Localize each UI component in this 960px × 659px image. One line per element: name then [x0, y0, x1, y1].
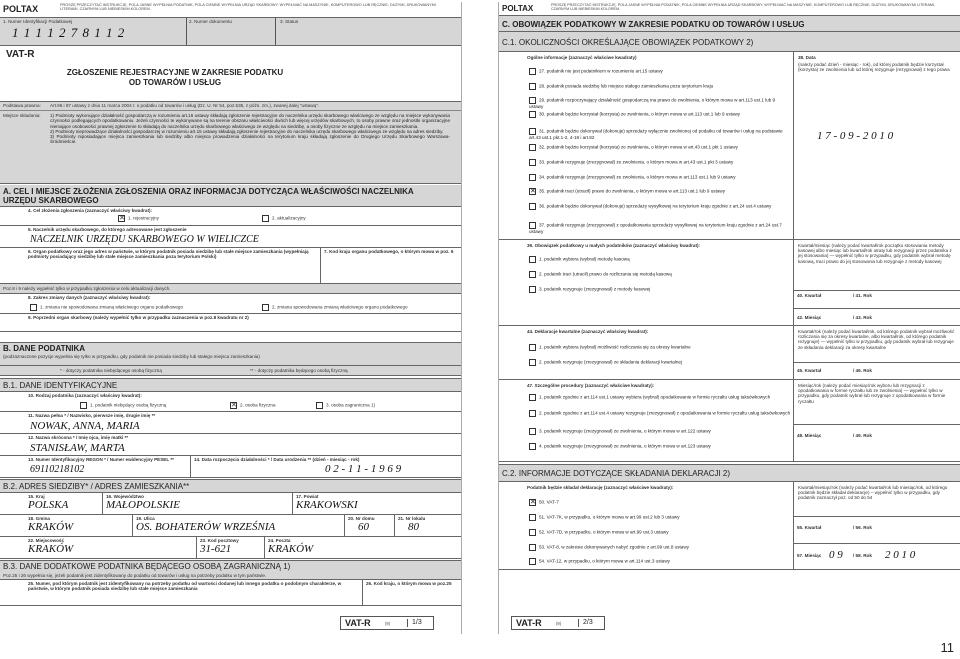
street-label: 19. Ulica [136, 516, 155, 521]
checkbox-icon[interactable] [529, 529, 536, 536]
footer-badge [340, 616, 434, 630]
field-56-label[interactable]: / 56. Rok [853, 525, 872, 530]
field-45-label[interactable]: 45. Kwartał [797, 368, 822, 373]
checkbox-icon[interactable] [316, 402, 323, 409]
house-number-label: 20. Nr domu [348, 516, 375, 521]
nip-value[interactable]: 1 1 1 1 2 7 8 1 1 2 [12, 25, 126, 40]
declaration-item[interactable] [529, 544, 689, 551]
obligation-item-label: 29. podatnik rozpoczynający działalność gospodarczą ma prawo do zwolnienia, o którym mowa w art.113 ust.1 lub 9 ustawy [529, 97, 776, 109]
cash-method-period-desc: Kwartał/miesiąc (należy podać kwartał/rok początku stosowania metody kasowej albo miesiąc lub kwartał/rok utraty lub rezygnacji przez podatnika z jej stosowania) — wypełnić tylko w przypadku, gdy podatnik wybrał metodę kasową, traci prawo do jej stosowania lub rezygnuje z metody kasowej [798, 243, 952, 264]
submit-place-label: Miejsce składania: [3, 113, 41, 118]
footer-form-code: VAT-R [345, 618, 371, 628]
field-26-label: 26. Kod kraju, o którym mowa w poz.25 [366, 581, 452, 586]
nip-label: 1. Numer Identyfikacji Podatkowej [3, 19, 73, 24]
taxpayer-type-foreign[interactable] [316, 402, 375, 409]
field-11-label: 11. Nazwa pełna * / Nazwisko, pierwsze imię, drugie imię ** [28, 413, 156, 418]
footer-page: 1/3 [407, 619, 422, 627]
cash-method-resign-label: 3. podatnik rezygnuje (zrezygnował) z metody kasowej [539, 286, 651, 292]
footer-version: (9) [385, 621, 391, 626]
voivodeship-field[interactable] [106, 494, 180, 512]
checkbox-icon[interactable] [529, 443, 536, 450]
purpose-option-update[interactable] [262, 215, 306, 222]
checkbox-icon[interactable] [80, 402, 87, 409]
section-c1-title: C.1. OKOLICZNOŚCI OKREŚLAJĄCE OBOWIĄZEK PODATKOWY 2) [502, 38, 754, 47]
header-note: PROSZĘ PRZECZYTAĆ INSTRUKCJĘ. POLA JASNE WYPEŁNIA PODATNIK, POLA CIEMNE WYPEŁNIA URZĄD SKARBOWY. WYPEŁNIAĆ NA MASZYNIE, KOMPUTEROWO LUB RĘCZNIE, DUŻYMI, DRUKOWANYMI LITERAMI, CZARNYM LUB NIEBIESKIM KOLOREM. [551, 3, 936, 12]
field-57-value[interactable]: 0 9 [829, 549, 843, 561]
voivodeship-label: 16. Województwo [106, 494, 144, 499]
doc-number-box [186, 18, 276, 46]
change-scope-option-1-label: 1. zmiana nie spowodowana zmianą właściwego organu podatkowego [40, 304, 184, 310]
submit-rule-3: 3) Podmioty niposiadające miejsca zamieszkania lub siedziby albo miejsca prowadzenia działalności na terytorium kraju składają zgłoszenie do Drugiego Urzędu Skarbowego Warszawa-Śródmieście. [50, 134, 450, 145]
submit-rule-1: 1) Podmioty wykonujące działalność gospodarczą w rozumieniu art.15 ustawy składają zgłoszenie rejestracyjne do naczelnika urzędu skarbowego właściwego ze względu na miejsce wykonywania czynności podlegających opodatkowaniu. Jeżeli czynności te wykonywane są na terenie obszaru właściwości dwóch lub więcej urzędów skarbowych, to osoby prawne oraz jednostki organizacyjne niemające osobowości prawnej zgłoszenie to składają do naczelnika urzędu skarbowego właściwego ze względu na siedzibę, a osoby fizyczne ze względu na miejsce zamieszkania. [50, 113, 450, 129]
field-6-label: 6. Organ podatkowy oraz jego adres w państwie, w którym podatnik posiada siedzibę lub stałe miejsce zamieszkania (wypełniają podmioty posiadający siedzibę lub stałe miejsce zamieszkania poza terytorium Polski) [28, 249, 309, 260]
checkbox-checked-icon[interactable] [529, 499, 536, 506]
country-value: POLSKA [28, 499, 69, 512]
field-8-label: 8. Zakres zmiany danych (zaznaczyć właściwy kwadrat): [28, 295, 151, 300]
checkbox-icon[interactable] [262, 304, 269, 311]
form-page-2 [498, 2, 960, 634]
city-label: 22. Miejscowość [28, 538, 65, 543]
field-12-label: 12. Nazwa skrócona * / Imię ojca, imię matki ** [28, 435, 129, 440]
change-scope-option-2-label: 2. zmiana spowodowana zmianą właściwego organu podatkowego [272, 304, 408, 310]
change-scope-option-1[interactable] [30, 304, 183, 311]
checkbox-icon[interactable] [529, 286, 536, 293]
field-58-value[interactable]: 2 0 1 0 [885, 549, 916, 561]
quarterly-resign[interactable] [529, 359, 682, 366]
declaration-item-label: 51. VAT-7K, w przypadku, o którym mowa w art.99 ust.2 lub 3 ustawy [539, 514, 680, 520]
declaration-item-label: 52. VAT-7D, w przypadku, o którym mowa w art.99 ust.3 ustawy [539, 529, 669, 535]
declaration-item[interactable] [529, 529, 669, 536]
checkbox-icon[interactable] [529, 222, 536, 229]
taxpayer-type-foreign-label: 3. osoba zagraniczna 1) [326, 402, 376, 408]
obligation-item-label: 30. podatnik będzie korzystał (korzysta) ze zwolnienia, o którym mowa w art.113 ust.1 lub 9 ustawy [539, 111, 741, 117]
declaration-item[interactable] [529, 499, 559, 506]
obligation-item[interactable] [529, 144, 787, 151]
field-40-label[interactable]: 40. Kwartał [797, 293, 822, 298]
declaration-label: Podatnik będzie składał deklarację (zaznaczyć właściwe kwadraty): [527, 485, 674, 490]
quarterly-choose[interactable] [529, 344, 691, 351]
checkbox-icon[interactable] [529, 97, 536, 104]
form-page-1 [0, 2, 462, 634]
obligation-item[interactable] [529, 159, 787, 166]
declaration-item[interactable] [529, 514, 680, 521]
obligation-item[interactable] [529, 188, 787, 195]
purpose-option-registration-label: 1. rejestracyjny [128, 215, 159, 221]
post-office-label: 24. Poczta [268, 538, 291, 543]
field-48-label[interactable]: 48. Miesiąc [797, 433, 822, 438]
obligation-item-label: 37. podatnik rezygnuje (zrezygnował) z opodatkowania sprzedaży wysyłkowej na terytorium kraju zgodnie z art.24 ust.7 ustawy [529, 222, 782, 234]
form-title: ZGŁOSZENIE REJESTRACYJNE W ZAKRESIE PODATKU OD TOWARÓW I USŁUG [66, 68, 284, 87]
declaration-period-desc: Kwartał/miesiąc/rok (należy podać kwartał/rok lub miesiąc/rok, od którego podatnik będzie składał deklaracje) – wypełnić tylko w przypadku, gdy podatnik zaznaczył poz. od 50 do 54 [798, 485, 948, 501]
postal-code-value: 31-621 [200, 543, 232, 556]
field-13-value[interactable]: 69110218102 [30, 464, 85, 475]
obligation-item-label: 36. podatnik będzie dokonywał (dokonuje) sprzedaży wysyłkowej na terytorium kraju zgodnie z art.24 ust.4 ustawy [539, 203, 772, 209]
street-field[interactable] [136, 516, 275, 534]
field-8-note: Poz.8 i 9 należy wypełnić tylko w przypadku zgłoszenia w celu aktualizacji danych. [3, 286, 171, 291]
field-49-label[interactable]: / 49. Rok [853, 433, 872, 438]
taxpayer-type-person-label: 2. osoba fizyczna [240, 402, 276, 408]
apartment-number-field[interactable] [398, 516, 425, 534]
section-b3-note: Poz.25 i 26 wypełnia się, jeżeli podatnik jest zidentyfikowany do podatku od towarów i usług na potrzeby podatku w tym państwie. [3, 573, 267, 578]
obligation-item-label: 27. podatnik nie jest podatnikiem w rozumieniu art.15 ustawy [539, 68, 663, 74]
section-c2-title: C.2. INFORMACJE DOTYCZĄCE SKŁADANIA DEKLARACJI 2) [502, 469, 731, 478]
checkbox-icon[interactable] [529, 344, 536, 351]
post-office-value: KRAKÓW [268, 543, 314, 556]
street-value: OS. BOHATERÓW WRZEŚNIA [136, 521, 276, 534]
legal-basis-label: Podstawa prawna: [3, 103, 41, 108]
municipality-value: KRAKÓW [28, 521, 74, 534]
checkbox-icon[interactable] [30, 304, 37, 311]
field-46-label[interactable]: / 46. Rok [853, 368, 872, 373]
checkbox-icon[interactable] [529, 271, 536, 278]
taxi-lump-sum-resign-label: 2. podatnik zgodnie z art.114 ust.4 ustawy rezygnuje (zrezygnował) z opodatkowania w formie ryczałtu usług taksówkowych [539, 410, 791, 416]
postal-code-label: 23. Kod pocztowy [200, 538, 239, 543]
exemption-122-resign[interactable] [529, 428, 711, 435]
checkbox-icon[interactable] [529, 544, 536, 551]
cash-method-lose-label: 2. podatnik traci (utracił) prawo do rozliczania się metodą kasową [539, 271, 672, 277]
postal-code-field[interactable] [200, 538, 239, 556]
quarterly-resign-label: 2. podatnik rezygnuje (zrezygnował) ze składania deklaracji kwartalnej [539, 359, 682, 365]
county-value: KRAKOWSKI [296, 499, 358, 512]
section-b-title: B. DANE PODATNIKA [3, 344, 86, 353]
obligation-item-label: 34. podatnik rezygnuje (zrezygnował) ze zwolnienia, o którym mowa w art.113 ust.1 lub 9 ustawy [539, 174, 736, 180]
section-b-note: (podzaznaczone pozycje wypełnia się tylko w przypadku, gdy podatnik nie posiada siedziby lub stałego miejsca zamieszkania) [3, 354, 260, 359]
field-55-label[interactable]: 55. Kwartał [797, 525, 822, 530]
exemption-122-resign-label: 3. podatnik rezygnuje (zrezygnował) ze zwolnienia, o którym mowa w art.122 ustawy [539, 428, 711, 434]
field-47-label: 47. Szczególne procedury (zaznaczyć właściwe kwadraty): [527, 383, 655, 388]
checkbox-icon[interactable] [529, 68, 536, 75]
cash-method-resign[interactable] [529, 286, 650, 293]
declaration-item-label: 53. VAT-8, w zakresie dokonywanych nabyć zgodnie z art.99 ust.8 ustawy [539, 544, 689, 550]
section-b2-title: B.2. ADRES SIEDZIBY* / ADRES ZAMIESZKANIA** [3, 482, 190, 491]
checkbox-icon[interactable] [529, 428, 536, 435]
obligation-item[interactable] [529, 97, 787, 109]
cash-method-choose-label: 1. podatnik wybiera (wybrał) metodę kasową [539, 256, 630, 262]
apartment-number-value: 80 [408, 521, 419, 534]
field-38-desc: (należy podać dzień - miesiąc - rok), od której podatnik będzie korzystał (korzysta) ze zwolnienia lub od której rezygnuje (rezygnował) z tego prawa [798, 62, 950, 73]
field-14-value[interactable]: 0 2 - 1 1 - 1 9 6 9 [325, 463, 402, 475]
footer-form-code: VAT-R [516, 618, 542, 628]
checkbox-icon[interactable] [529, 203, 536, 210]
submit-rule-2: 2) Podmioty nieprowadzące działalności gospodarczej w rozumieniu art.15 ustawy składają zgłoszenie rejestracyjne do naczelnika urzędu skarbowego właściwego ze względu na adres siedziby. [50, 128, 444, 134]
checkbox-icon[interactable] [529, 394, 536, 401]
field-9-label: 9. Poprzedni organ skarbowy (należy wypełnić tylko w przypadku zaznaczenia w poz.8 kwadratu nr 2) [28, 315, 249, 320]
declaration-item-label: 50. VAT-7 [539, 499, 559, 505]
municipality-label: 18. Gmina [28, 516, 50, 521]
obligation-item-label: 28. podatnik posiada siedzibę lub miejsce stałego zamieszkania poza terytorium kraju [539, 83, 714, 89]
obligation-item[interactable] [529, 203, 787, 210]
taxpayer-type-legal[interactable] [80, 402, 166, 409]
status-label: 3. Status [280, 19, 299, 24]
general-info-block [499, 52, 960, 240]
city-field[interactable] [28, 538, 73, 556]
obligation-item-label: 35. podatnik traci (utracił) prawo do zwolnienia, o którym mowa w art.113 ust.1 lub 9 ustawy [539, 188, 726, 194]
checkbox-icon[interactable] [529, 174, 536, 181]
field-10-label: 10. Rodzaj podatnika (zaznaczyć właściwy kwadrat): [28, 393, 142, 398]
apartment-number-label: 21. Nr lokalu [398, 516, 426, 521]
field-5-label: 5. Naczelnik urzędu skarbowego, do którego adresowane jest zgłoszenie [28, 227, 187, 232]
field-57-label: 57. Miesiąc [797, 553, 822, 558]
field-14-label: 14. Data rozpoczęcia działalności * / Data urodzenia ** (dzień - miesiąc - rok) [194, 457, 360, 462]
declaration-item[interactable] [529, 558, 670, 565]
section-c-title: C. OBOWIĄZEK PODATKOWY W ZAKRESIE PODATKU OD TOWARÓW I USŁUG [502, 20, 805, 29]
checkbox-icon[interactable] [529, 144, 536, 151]
checkbox-icon[interactable] [529, 558, 536, 565]
field-13-label: 13. Numer Identyfikacyjny REGON * / Numer ewidencyjny PESEL ** [28, 457, 174, 462]
cash-method-choose[interactable] [529, 256, 630, 263]
obligation-item-label: 33. podatnik rezygnuje (zrezygnował) ze zwolnienia, o którym mowa w art.43 ust.1 pkt 3 ustawy [539, 159, 734, 165]
checkbox-icon[interactable] [529, 83, 536, 90]
checkbox-icon[interactable] [529, 514, 536, 521]
doc-number-label: 2. Numer dokumentu [189, 19, 232, 24]
cash-method-lose[interactable] [529, 271, 672, 278]
poltax-logo: POLTAX [502, 4, 534, 13]
section-b-note-legal: * - dotyczy podatnika niebędącego osobą fizyczną [60, 368, 162, 373]
city-value: KRAKÓW [28, 543, 74, 556]
field-42-label[interactable]: 42. Miesiąc [797, 315, 822, 320]
footer-version: (9) [556, 621, 562, 626]
general-info-label: Ogólne informacje (zaznaczyć właściwe kwadraty) [527, 55, 637, 60]
post-office-field[interactable] [268, 538, 313, 556]
field-43-label[interactable]: / 43. Rok [853, 315, 872, 320]
field-12-value[interactable]: STANISŁAW, MARTA [30, 442, 125, 454]
checkbox-checked-icon[interactable] [118, 215, 125, 222]
municipality-field[interactable] [28, 516, 73, 534]
section-a-title: A. CEL I MIEJSCE ZŁOŻENIA ZGŁOSZENIA ORAZ INFORMACJA DOTYCZĄCA WŁAŚCIWOŚCI NACZELNIKA URZĘDU SKARBOWEGO [3, 187, 414, 205]
section-b-note-person: ** - dotyczy podatnika będącego osobą fizyczną [250, 368, 348, 373]
field-41-label[interactable]: / 41. Rok [853, 293, 872, 298]
county-field[interactable] [296, 494, 358, 512]
taxi-lump-sum-choose[interactable] [529, 394, 770, 401]
field-38-value[interactable]: 1 7 - 0 9 - 2 0 1 0 [817, 130, 894, 142]
section-b1-title: B.1. DANE IDENTYFIKACYJNE [3, 381, 118, 390]
field-11-value[interactable]: NOWAK, ANNA, MARIA [30, 420, 140, 432]
checkbox-icon[interactable] [262, 215, 269, 222]
field-38-label: 38. Data [798, 55, 816, 60]
checkbox-icon[interactable] [529, 111, 536, 118]
house-number-field[interactable] [348, 516, 375, 534]
country-label: 15. Kraj [28, 494, 45, 499]
obligation-item-label: 32. podatnik będzie korzystał (korzysta) ze zwolnienia, o którym mowa w art.43 ust.1 pkt 1 ustawy [539, 144, 738, 150]
obligation-item[interactable] [529, 111, 787, 118]
field-25-label: 25. Numer, pod którym podatnik jest zidentyfikowany na potrzeby podatku od wartości dodanej lub innego podatku o podobnym charakterze, w państwie, w którym podatnik posiada siedzibę lub stałe miejsce zamieszkania [28, 581, 342, 592]
quarterly-choose-label: 1. podatnik wybiera (wybrał) możliwość rozliczania się za okresy kwartalne [539, 344, 691, 350]
checkbox-icon[interactable] [529, 410, 536, 417]
form-code: VAT-R [6, 49, 35, 60]
exemption-123-resign-label: 4. podatnik rezygnuje (zrezygnował) ze zwolnienia, o którym mowa w art.123 ustawy [539, 443, 711, 449]
checkbox-checked-icon[interactable] [529, 188, 536, 195]
page-number: 11 [940, 640, 954, 655]
change-scope-option-2[interactable] [262, 304, 408, 311]
taxi-lump-sum-choose-label: 1. podatnik zgodnie z art.114 ust.1 ustawy wybiera (wybrał) opodatkowanie w formie ryczałtu usług taksówkowych [539, 394, 771, 400]
footer-page: 2/3 [578, 619, 593, 627]
field-39-label: 39. Obowiązek podatkowy u małych podatników (zaznaczyć właściwy kwadrat): [527, 243, 701, 248]
checkbox-icon[interactable] [529, 256, 536, 263]
house-number-value: 60 [358, 521, 369, 534]
field-58-label: / 58. Rok [853, 553, 872, 558]
section-b3-title: B.3. DANE DODATKOWE PODATNIKA BĘDĄCEGO OSOBĄ ZAGRANICZNĄ 1) [3, 562, 291, 571]
checkbox-icon[interactable] [529, 159, 536, 166]
obligation-item[interactable] [529, 128, 787, 140]
obligation-item[interactable] [529, 222, 787, 234]
field-5-value[interactable]: NACZELNIK URZĘDU SKARBOWEGO W WIELICZCE [30, 234, 259, 245]
country-field[interactable] [28, 494, 68, 512]
quarterly-period-desc: Kwartał/rok (należy podać kwartał/rok, od którego podatnik wybrał możliwość rozliczania się za okresy kwartalne, albo kwartał/rok, od którego podatnik rezygnuje) — wypełnić tylko w przypadku, gdy podatnik wybrał lub rezygnuje ze składania deklaracji za okresy kwartalne [798, 329, 955, 350]
field-44-label: 44. Deklaracje kwartalne (zaznaczyć właściwy kwadrat): [527, 329, 649, 334]
exemption-123-resign[interactable] [529, 443, 711, 450]
field-7-label: 7. Kod kraju organu podatkowego, o którym mowa w poz. 6 [324, 249, 454, 254]
voivodeship-value: MAŁOPOLSKIE [106, 499, 180, 512]
county-label: 17. Powiat [296, 494, 319, 499]
purpose-option-registration[interactable] [118, 215, 159, 222]
obligation-item-label: 31. podatnik będzie dokonywał (dokonuje) sprzedaży wyłącznie zwolnionej od podatku od towarów i usług na podstawie art.43 ust.1 pkt.1-2, 4-18 i art.82 [529, 128, 783, 140]
checkbox-icon[interactable] [529, 128, 536, 135]
taxpayer-type-person[interactable] [230, 402, 276, 409]
poltax-logo: POLTAX [3, 4, 39, 14]
special-procedure-period-desc: Miesiąc/rok (należy podać miesiąc/rok wyboru lub rezygnacji z opodatkowania w formie ryczałtu lub ze zwolnienia) — wypełnić tylko w przypadku, gdy podatnik wybrał lub rezygnuje z opodatkowania w formie ryczałtu [798, 383, 946, 404]
checkbox-checked-icon[interactable] [230, 402, 237, 409]
header-note: PROSZĘ PRZECZYTAĆ INSTRUKCJĘ. POLA JASNE WYPEŁNIA PODATNIK, POLA CIEMNE WYPEŁNIA URZĄD SKARBOWY. WYPEŁNIAĆ NA MASZYNIE, KOMPUTEROWO LUB RĘCZNIE, DUŻYMI, DRUKOWANYMI LITERAMI, CZARNYM LUB NIEBIESKIM KOLOREM. [60, 3, 436, 12]
obligation-item[interactable] [529, 68, 787, 75]
legal-basis-text: Art.96 i 97 ustawy z dnia 11 marca 2004 r. o podatku od towarów i usług (Dz. U. Nr 54, poz.535, z późn. zm.), zwanej dalej "ustawą". [50, 103, 319, 108]
purpose-option-update-label: 2. aktualizacyjny [272, 215, 306, 221]
declaration-item-label: 54. VAT-12, w przypadku, o którym mowa w art.114 ust.3 ustawy [539, 558, 670, 564]
footer-badge [511, 616, 605, 630]
obligation-item[interactable] [529, 83, 787, 90]
field-4-label: 4. Cel złożenia zgłoszenia (zaznaczyć właściwy kwadrat): [28, 208, 153, 213]
taxpayer-type-legal-label: 1. podatnik niebędący osobą fizyczną [90, 402, 167, 408]
taxi-lump-sum-resign[interactable] [529, 410, 790, 417]
obligation-item[interactable] [529, 174, 787, 181]
checkbox-icon[interactable] [529, 359, 536, 366]
